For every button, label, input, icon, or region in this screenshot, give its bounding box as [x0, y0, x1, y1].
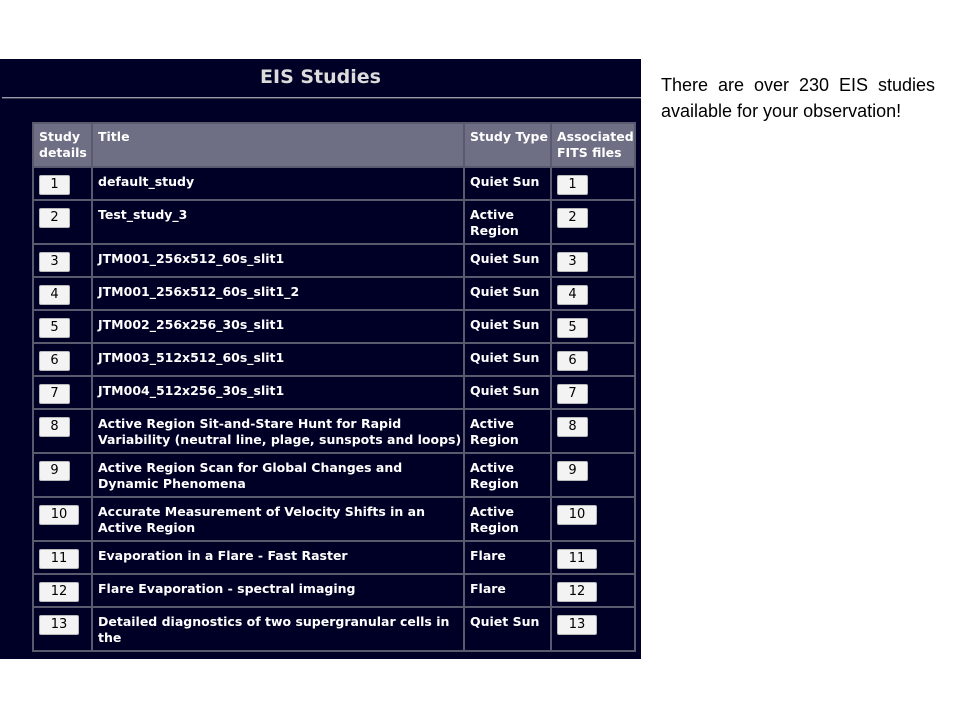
study-details-button[interactable]: 7 — [39, 384, 70, 404]
study-type: Quiet Sun — [465, 311, 550, 342]
fits-files-button[interactable]: 13 — [557, 615, 597, 635]
study-type: Active Region — [465, 201, 550, 243]
study-title: Test_study_3 — [93, 201, 463, 243]
table-row — [34, 344, 634, 375]
table-row — [34, 278, 634, 309]
study-type: Quiet Sun — [465, 278, 550, 309]
study-title: Flare Evaporation - spectral imaging — [93, 575, 463, 606]
study-details-button[interactable]: 2 — [39, 208, 70, 228]
study-type: Quiet Sun — [465, 377, 550, 408]
fits-files-button[interactable]: 7 — [557, 384, 588, 404]
study-title: JTM004_512x256_30s_slit1 — [93, 377, 463, 408]
study-title: Detailed diagnostics of two supergranular cells in the — [93, 608, 463, 650]
header-study-type: Study Type — [465, 124, 550, 166]
studies-note: There are over 230 EIS studies available for your observation! — [661, 75, 935, 121]
study-details-button[interactable]: 8 — [39, 417, 70, 437]
fits-files-button[interactable]: 5 — [557, 318, 588, 338]
fits-files-button[interactable]: 3 — [557, 252, 588, 272]
table-row — [34, 168, 634, 199]
study-title: JTM003_512x512_60s_slit1 — [93, 344, 463, 375]
table-row — [34, 575, 634, 606]
fits-files-button[interactable]: 12 — [557, 582, 597, 602]
study-details-button[interactable]: 12 — [39, 582, 79, 602]
study-title: default_study — [93, 168, 463, 199]
table-row — [34, 245, 634, 276]
study-title: JTM001_256x512_60s_slit1 — [93, 245, 463, 276]
fits-files-button[interactable]: 1 — [557, 175, 588, 195]
study-type: Active Region — [465, 498, 550, 540]
table-row — [34, 542, 634, 573]
study-details-button[interactable]: 13 — [39, 615, 79, 635]
table-row — [34, 201, 634, 243]
header-study-details: Study details — [34, 124, 91, 166]
table-header-row — [34, 124, 634, 166]
study-type: Flare — [465, 575, 550, 606]
study-details-button[interactable]: 11 — [39, 549, 79, 569]
fits-files-button[interactable]: 9 — [557, 461, 588, 481]
fits-files-button[interactable]: 8 — [557, 417, 588, 437]
fits-files-button[interactable]: 10 — [557, 505, 597, 525]
eis-studies-panel — [0, 59, 641, 659]
study-details-button[interactable]: 6 — [39, 351, 70, 371]
table-row — [34, 311, 634, 342]
table-row — [34, 377, 634, 408]
studies-table — [32, 122, 636, 652]
study-title: Active Region Sit-and-Stare Hunt for Rapid Variability (neutral line, plage, sunspots and loops) — [93, 410, 463, 452]
table-row — [34, 410, 634, 452]
header-fits-files: Associated FITS files — [552, 124, 634, 166]
study-details-button[interactable]: 5 — [39, 318, 70, 338]
study-title: Accurate Measurement of Velocity Shifts in an Active Region — [93, 498, 463, 540]
study-details-button[interactable]: 10 — [39, 505, 79, 525]
study-type: Quiet Sun — [465, 168, 550, 199]
panel-title: EIS Studies — [260, 66, 381, 88]
study-details-button[interactable]: 9 — [39, 461, 70, 481]
study-title: JTM001_256x512_60s_slit1_2 — [93, 278, 463, 309]
study-type: Quiet Sun — [465, 608, 550, 650]
table-row — [34, 608, 634, 650]
study-details-button[interactable]: 3 — [39, 252, 70, 272]
table-row — [34, 498, 634, 540]
study-details-button[interactable]: 4 — [39, 285, 70, 305]
study-type: Active Region — [465, 454, 550, 496]
table-row — [34, 454, 634, 496]
table-body — [34, 168, 634, 650]
fits-files-button[interactable]: 11 — [557, 549, 597, 569]
study-type: Quiet Sun — [465, 344, 550, 375]
study-details-button[interactable]: 1 — [39, 175, 70, 195]
fits-files-button[interactable]: 2 — [557, 208, 588, 228]
study-title: JTM002_256x256_30s_slit1 — [93, 311, 463, 342]
header-title: Title — [93, 124, 463, 166]
fits-files-button[interactable]: 6 — [557, 351, 588, 371]
fits-files-button[interactable]: 4 — [557, 285, 588, 305]
study-type: Flare — [465, 542, 550, 573]
title-divider — [2, 97, 641, 99]
study-title: Evaporation in a Flare - Fast Raster — [93, 542, 463, 573]
study-type: Active Region — [465, 410, 550, 452]
study-type: Quiet Sun — [465, 245, 550, 276]
study-title: Active Region Scan for Global Changes and Dynamic Phenomena — [93, 454, 463, 496]
